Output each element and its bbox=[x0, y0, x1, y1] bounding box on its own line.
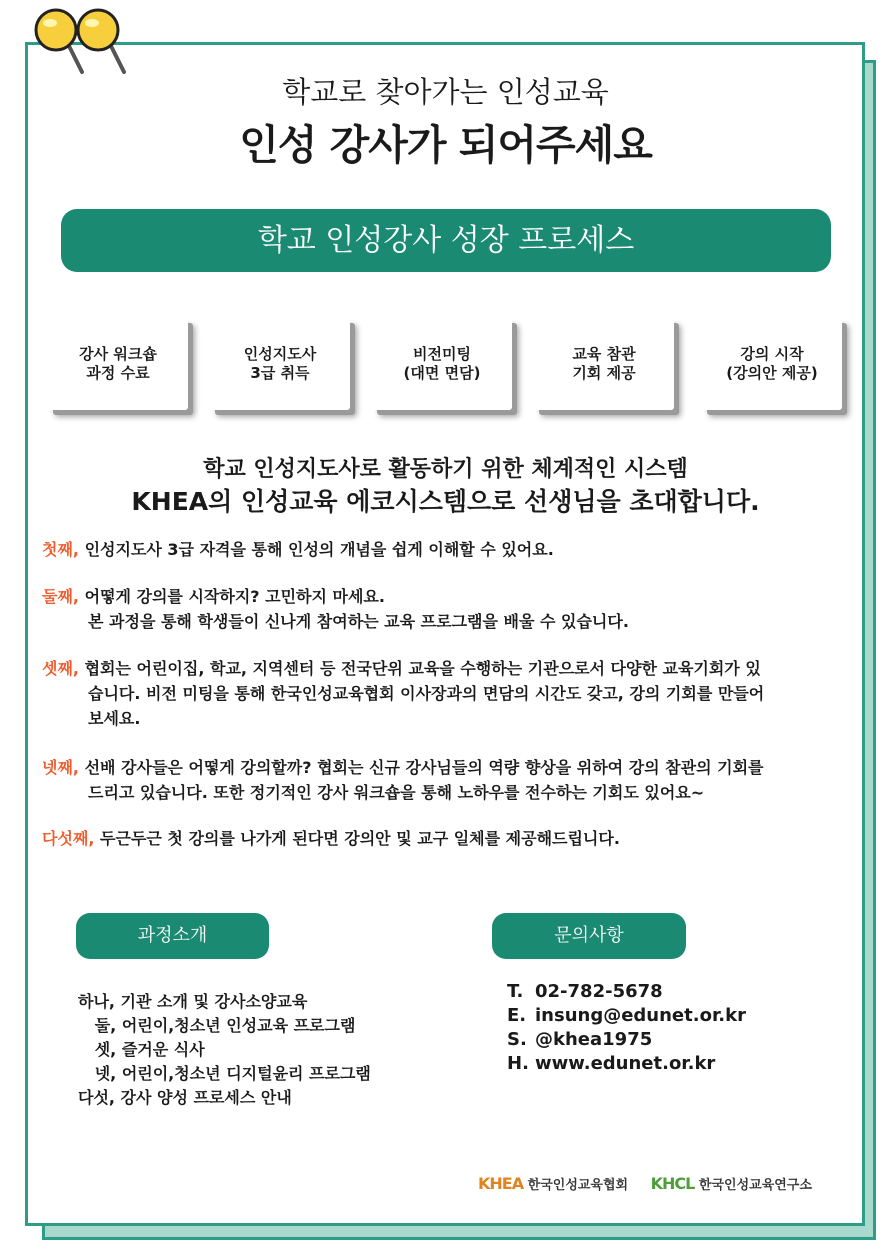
point-text: 보세요. bbox=[88, 709, 141, 728]
point-text: 인성지도사 3급 자격을 통해 인성의 개념을 쉽게 이해할 수 있어요. bbox=[84, 540, 554, 559]
point-text: 습니다. 비전 미팅을 통해 한국인성교육협회 이사장과의 면담의 시간도 갖고, 강의 기회를 만들어 bbox=[88, 684, 765, 703]
process-step-1: 강사 워크숍 과정 수료 bbox=[48, 318, 188, 410]
process-step-5: 강의 시작 (강의안 제공) bbox=[702, 318, 842, 410]
point-text: 드리고 있습니다. 또한 정기적인 강사 워크숍을 통해 노하우를 전수하는 기회도 있어요~ bbox=[88, 783, 705, 802]
page-subtitle: 학교로 찾아가는 인성교육 bbox=[282, 75, 609, 109]
contact-key: S. bbox=[507, 1029, 527, 1050]
contact-email bbox=[507, 1004, 746, 1028]
point-2 bbox=[42, 584, 847, 634]
point-text: 본 과정을 통해 학생들이 신나게 참여하는 교육 프로그램을 배울 수 있습니다. bbox=[88, 612, 629, 631]
page-title: 인성 강사가 되어주세요 bbox=[239, 121, 652, 169]
contact-key: T. bbox=[507, 981, 524, 1002]
footer-logos bbox=[478, 1174, 812, 1193]
point-5 bbox=[42, 826, 847, 851]
point-text: 두근두근 첫 강의를 나가게 된다면 강의안 및 교구 일체를 제공해드립니다. bbox=[100, 829, 620, 848]
point-4 bbox=[42, 755, 847, 805]
contact-key: E. bbox=[507, 1005, 527, 1026]
khcl-name: 한국인성교육연구소 bbox=[698, 1178, 812, 1193]
social-handle[interactable]: @khea1975 bbox=[535, 1029, 653, 1050]
process-step-2: 인성지도사 3급 취득 bbox=[210, 318, 350, 410]
khea-logo: KHEA bbox=[478, 1174, 524, 1193]
point-key: 셋째, bbox=[42, 659, 79, 678]
course-item: 하나, 기관 소개 및 강사소양교육 bbox=[78, 992, 308, 1011]
point-text: 협회는 어린이집, 학교, 지역센터 등 전국단위 교육을 수행하는 기관으로서 다양한 교육기회가 있 bbox=[84, 659, 761, 678]
course-item: 둘, 어린이,청소년 인성교육 프로그램 bbox=[78, 1016, 356, 1035]
course-item: 다섯, 강사 양성 프로세스 안내 bbox=[78, 1088, 292, 1107]
homepage-link[interactable]: www.edunet.or.kr bbox=[535, 1053, 716, 1074]
course-item: 셋, 즐거운 식사 bbox=[78, 1040, 205, 1059]
khea-name: 한국인성교육협회 bbox=[527, 1178, 629, 1193]
intro-line-1: 학교 인성지도사로 활동하기 위한 체계적인 시스템 bbox=[203, 457, 688, 482]
process-step-3: 비전미팅 (대면 면담) bbox=[372, 318, 512, 410]
course-list bbox=[78, 990, 371, 1110]
process-banner: 학교 인성강사 성장 프로세스 bbox=[61, 209, 831, 272]
contact-list bbox=[507, 980, 746, 1076]
contact-key: H. bbox=[507, 1053, 529, 1074]
process-step-4: 교육 참관 기회 제공 bbox=[534, 318, 674, 410]
email-address[interactable]: insung@edunet.or.kr bbox=[535, 1005, 746, 1026]
contact-label: 문의사항 bbox=[492, 913, 686, 959]
course-label: 과정소개 bbox=[76, 913, 269, 959]
point-key: 다섯째, bbox=[42, 829, 95, 848]
point-1 bbox=[42, 537, 847, 562]
intro-line-2: KHEA의 인성교육 에코시스템으로 선생님을 초대합니다. bbox=[131, 487, 760, 516]
point-text: 선배 강사들은 어떻게 강의할까? 협회는 신규 강사님들의 역량 향상을 위하여 강의 참관의 기회를 bbox=[84, 758, 764, 777]
point-key: 넷째, bbox=[42, 758, 79, 777]
contact-phone bbox=[507, 980, 746, 1004]
point-key: 둘째, bbox=[42, 587, 79, 606]
point-key: 첫째, bbox=[42, 540, 79, 559]
contact-homepage bbox=[507, 1052, 746, 1076]
phone-number: 02-782-5678 bbox=[535, 981, 663, 1002]
pushpin-icon bbox=[30, 6, 130, 80]
point-3 bbox=[42, 656, 847, 731]
point-text: 어떻게 강의를 시작하지? 고민하지 마세요. bbox=[84, 587, 385, 606]
khcl-logo: KHCL bbox=[650, 1174, 695, 1193]
course-item: 넷, 어린이,청소년 디지털윤리 프로그램 bbox=[78, 1064, 371, 1083]
contact-social bbox=[507, 1028, 746, 1052]
